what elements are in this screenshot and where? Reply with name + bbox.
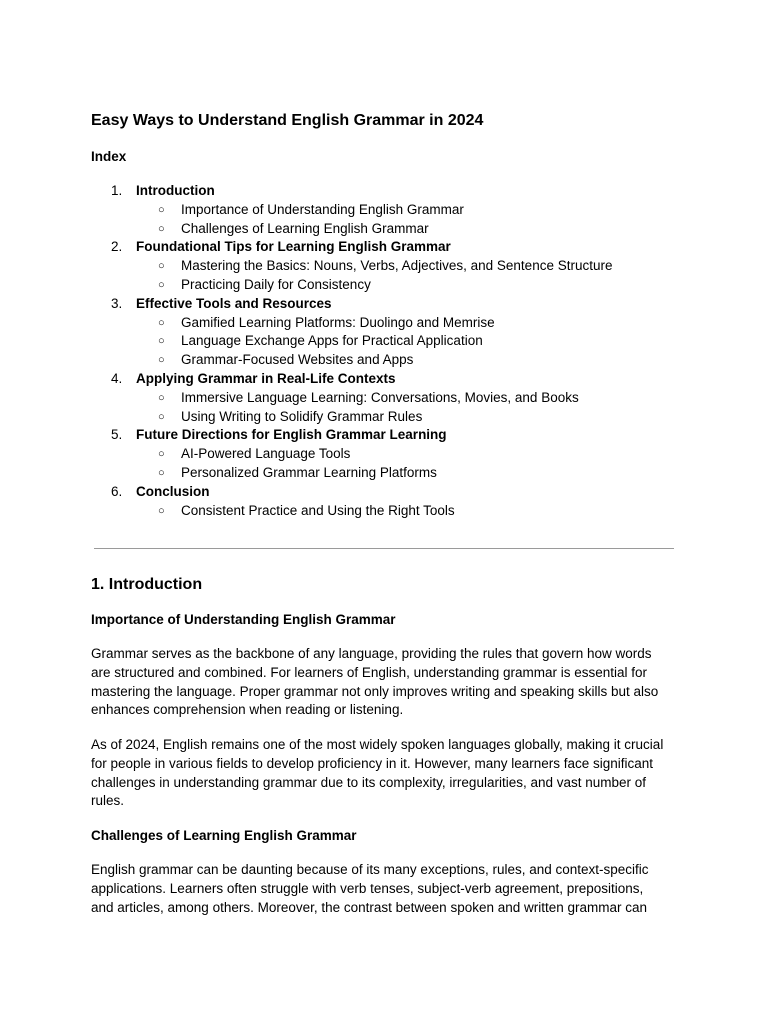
section-heading-introduction: 1. Introduction: [91, 576, 203, 593]
toc-subitem-label: Challenges of Learning English Grammar: [181, 220, 429, 236]
paragraph-line: for people in various fields to develop proficiency in it. However, many learners face significant: [91, 755, 654, 771]
hollow-bullet-icon: ○: [158, 260, 165, 273]
paragraph-line: enhances comprehension when reading or listening.: [91, 702, 404, 718]
toc-label: Introduction: [136, 183, 215, 198]
hollow-bullet-icon: ○: [158, 203, 165, 216]
index-heading: Index: [91, 149, 127, 164]
toc-item-real-life: [91, 370, 681, 426]
toc-subitem-label: Importance of Understanding English Grammar: [181, 201, 464, 217]
toc-sublist: [136, 502, 681, 521]
paragraph-line: and articles, among others. Moreover, the contrast between spoken and written grammar can: [91, 899, 648, 915]
toc-subitem: [136, 220, 681, 239]
toc-sublist: [136, 389, 681, 427]
subsection-heading-challenges: Challenges of Learning English Grammar: [91, 828, 357, 843]
paragraph-line: applications. Learners often struggle with verb tenses, subject-verb agreement, prepositions,: [91, 880, 644, 896]
hollow-bullet-icon: ○: [158, 316, 165, 329]
toc-subitem-label: Using Writing to Solidify Grammar Rules: [181, 408, 423, 424]
document-title: Easy Ways to Understand English Grammar in 2024: [91, 112, 484, 129]
toc-subitem: [136, 408, 681, 427]
toc-subitem: [136, 332, 681, 351]
toc-sublist: [136, 257, 681, 295]
toc-number: 5.: [111, 427, 123, 443]
toc-number: 2.: [111, 239, 123, 255]
toc-subitem-label: Language Exchange Apps for Practical Application: [181, 333, 483, 349]
paragraph-importance-2: [91, 736, 681, 811]
toc-subitem-label: Mastering the Basics: Nouns, Verbs, Adjectives, and Sentence Structure: [181, 258, 613, 274]
toc-subitem-label: AI-Powered Language Tools: [181, 446, 351, 462]
hollow-bullet-icon: ○: [158, 466, 165, 479]
toc-subitem: [136, 314, 681, 333]
toc-item-future-directions: [91, 426, 681, 482]
paragraph-line: As of 2024, English remains one of the most widely spoken languages globally, making it crucial: [91, 737, 664, 752]
toc-item-conclusion: [91, 483, 681, 521]
paragraph-challenges-1: [91, 861, 681, 917]
hollow-bullet-icon: ○: [158, 278, 165, 291]
toc-label: Foundational Tips for Learning English Grammar: [136, 239, 451, 255]
toc-subitem-label: Consistent Practice and Using the Right Tools: [181, 502, 455, 518]
toc-subitem: [136, 257, 681, 276]
toc-sublist: [136, 314, 681, 370]
paragraph-line: English grammar can be daunting because of its many exceptions, rules, and context-specific: [91, 862, 649, 877]
hollow-bullet-icon: ○: [158, 335, 165, 348]
toc-number: 4.: [111, 370, 123, 386]
paragraph-line: challenges in understanding grammar due to its complexity, irregularities, and vast number of: [91, 774, 647, 790]
toc-subitem: [136, 502, 681, 521]
toc-subitem: [136, 389, 681, 408]
paragraph-line: are structured and combined. For learners of English, understanding grammar is essential for: [91, 664, 648, 680]
toc-item-foundational-tips: [91, 238, 681, 294]
toc-subitem-label: Immersive Language Learning: Conversations, Movies, and Books: [181, 389, 579, 405]
hollow-bullet-icon: ○: [158, 448, 165, 461]
toc-subitem-label: Grammar-Focused Websites and Apps: [181, 352, 414, 368]
toc-number: 6.: [111, 483, 123, 499]
toc-label: Future Directions for English Grammar Learning: [136, 427, 447, 443]
toc-number: 3.: [111, 295, 123, 311]
toc-subitem-label: Practicing Daily for Consistency: [181, 276, 371, 292]
toc-sublist: [136, 445, 681, 483]
paragraph-line: mastering the language. Proper grammar not only improves writing and speaking skills but also: [91, 683, 659, 699]
hollow-bullet-icon: ○: [158, 354, 165, 367]
toc-subitem-label: Gamified Learning Platforms: Duolingo and Memrise: [181, 314, 495, 330]
paragraph-importance-1: [91, 645, 681, 720]
toc-subitem: [136, 445, 681, 464]
hollow-bullet-icon: ○: [158, 504, 165, 517]
paragraph-line: rules.: [91, 793, 125, 809]
toc-subitem: [136, 351, 681, 370]
toc-subitem: [136, 464, 681, 483]
toc-number: 1.: [111, 183, 123, 198]
toc-item-tools-resources: [91, 295, 681, 370]
horizontal-divider: [94, 548, 674, 549]
toc-label: Applying Grammar in Real-Life Contexts: [136, 370, 396, 386]
toc-subitem: [136, 276, 681, 295]
toc-subitem: [136, 201, 681, 220]
toc-label: Conclusion: [136, 483, 210, 499]
toc-item-introduction: [91, 182, 681, 238]
subsection-heading-importance: Importance of Understanding English Grammar: [91, 612, 396, 627]
hollow-bullet-icon: ○: [158, 410, 165, 423]
hollow-bullet-icon: ○: [158, 391, 165, 404]
paragraph-line: Grammar serves as the backbone of any language, providing the rules that govern how words: [91, 646, 652, 661]
table-of-contents: [91, 182, 681, 520]
toc-sublist: [136, 201, 681, 239]
hollow-bullet-icon: ○: [158, 222, 165, 235]
toc-label: Effective Tools and Resources: [136, 295, 332, 311]
toc-subitem-label: Personalized Grammar Learning Platforms: [181, 464, 437, 480]
